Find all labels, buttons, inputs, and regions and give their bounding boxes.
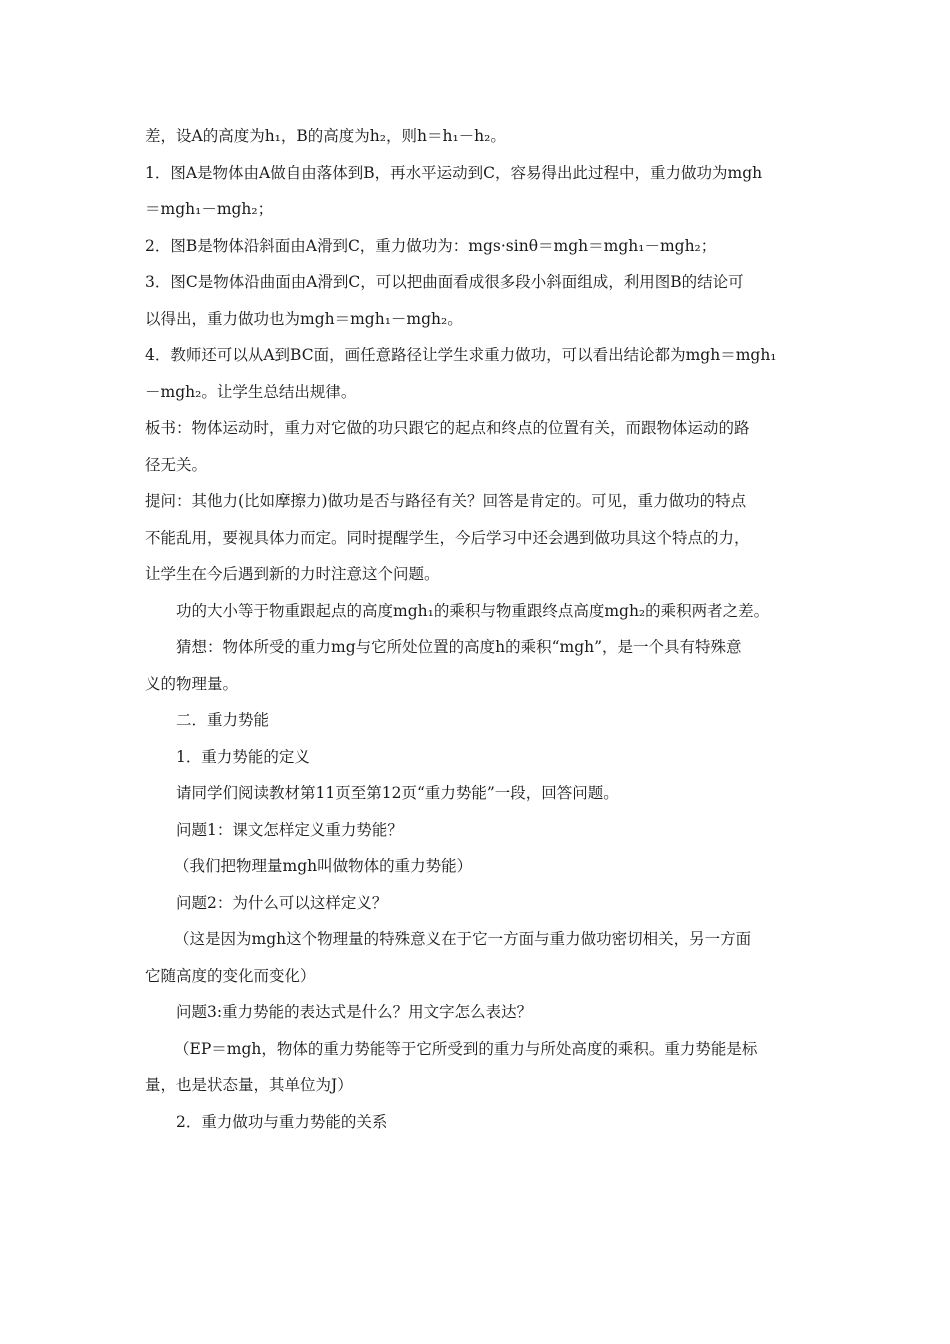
text-line: 差，设A的高度为h₁，B的高度为h₂，则h＝h₁－h₂。: [145, 127, 506, 145]
answer-line: （这是因为mgh这个物理量的特殊意义在于它一方面与重力做功密切相关，另一方面: [174, 930, 752, 948]
text-line: 提问：其他力(比如摩擦力)做功是否与路径有关？回答是肯定的。可见，重力做功的特点: [145, 492, 747, 510]
text-line: 径无关。: [145, 455, 208, 474]
text-line: ＝mgh₁－mgh₂；: [145, 200, 274, 218]
text-line: 功的大小等于物重跟起点的高度mgh₁的乘积与物重跟终点高度mgh₂的乘积两者之差。: [176, 601, 770, 620]
subsection-heading: 1．重力势能的定义: [176, 747, 310, 766]
text-line: 3．图C是物体沿曲面由A滑到C，可以把曲面看成很多段小斜面组成，利用图B的结论可: [145, 273, 744, 291]
text-line: 义的物理量。: [145, 674, 239, 693]
text-line: 以得出，重力做功也为mgh＝mgh₁－mgh₂。: [145, 309, 463, 328]
section-heading: 二．重力势能: [176, 711, 270, 729]
answer-line: （EP＝mgh，物体的重力势能等于它所受到的重力与所处高度的乘积。重力势能是标: [174, 1039, 758, 1058]
question-line: 问题3:重力势能的表达式是什么？用文字怎么表达？: [176, 1003, 533, 1021]
text-line: 不能乱用，要视具体力而定。同时提醒学生，今后学习中还会遇到做功具这个特点的力，: [145, 528, 750, 547]
text-line: 猜想：物体所受的重力mg与它所处位置的高度h的乘积“mgh”，是一个具有特殊意: [176, 638, 742, 656]
text-line: 板书：物体运动时，重力对它做的功只跟它的起点和终点的位置有关，而跟物体运动的路: [145, 419, 750, 437]
answer-line: （我们把物理量mgh叫做物体的重力势能）: [174, 857, 473, 875]
text-line: 1．图A是物体由A做自由落体到B，再水平运动到C，容易得出此过程中，重力做功为mgh: [145, 163, 763, 182]
text-line: 4．教师还可以从A到BC面，画任意路径让学生求重力做功，可以看出结论都为mgh＝mgh₁: [145, 346, 777, 364]
text-line: 让学生在今后遇到新的力时注意这个问题。: [145, 565, 440, 583]
text-line: 2．图B是物体沿斜面由A滑到C，重力做功为：mgs·sinθ＝mgh＝mgh₁－mgh₂；: [145, 236, 717, 255]
document-body: [145, 118, 811, 1140]
question-line: 问题2：为什么可以这样定义？: [176, 893, 388, 912]
question-line: 问题1：课文怎样定义重力势能？: [176, 820, 403, 839]
text-line: 请同学们阅读教材第11页至第12页“重力势能”一段，回答问题。: [176, 784, 619, 802]
text-line: 它随高度的变化而变化）: [145, 966, 316, 985]
subsection-heading: 2．重力做功与重力势能的关系: [176, 1112, 388, 1131]
text-line: 量，也是状态量，其单位为J）: [145, 1076, 353, 1094]
text-line: －mgh₂。让学生总结出规律。: [145, 382, 357, 401]
